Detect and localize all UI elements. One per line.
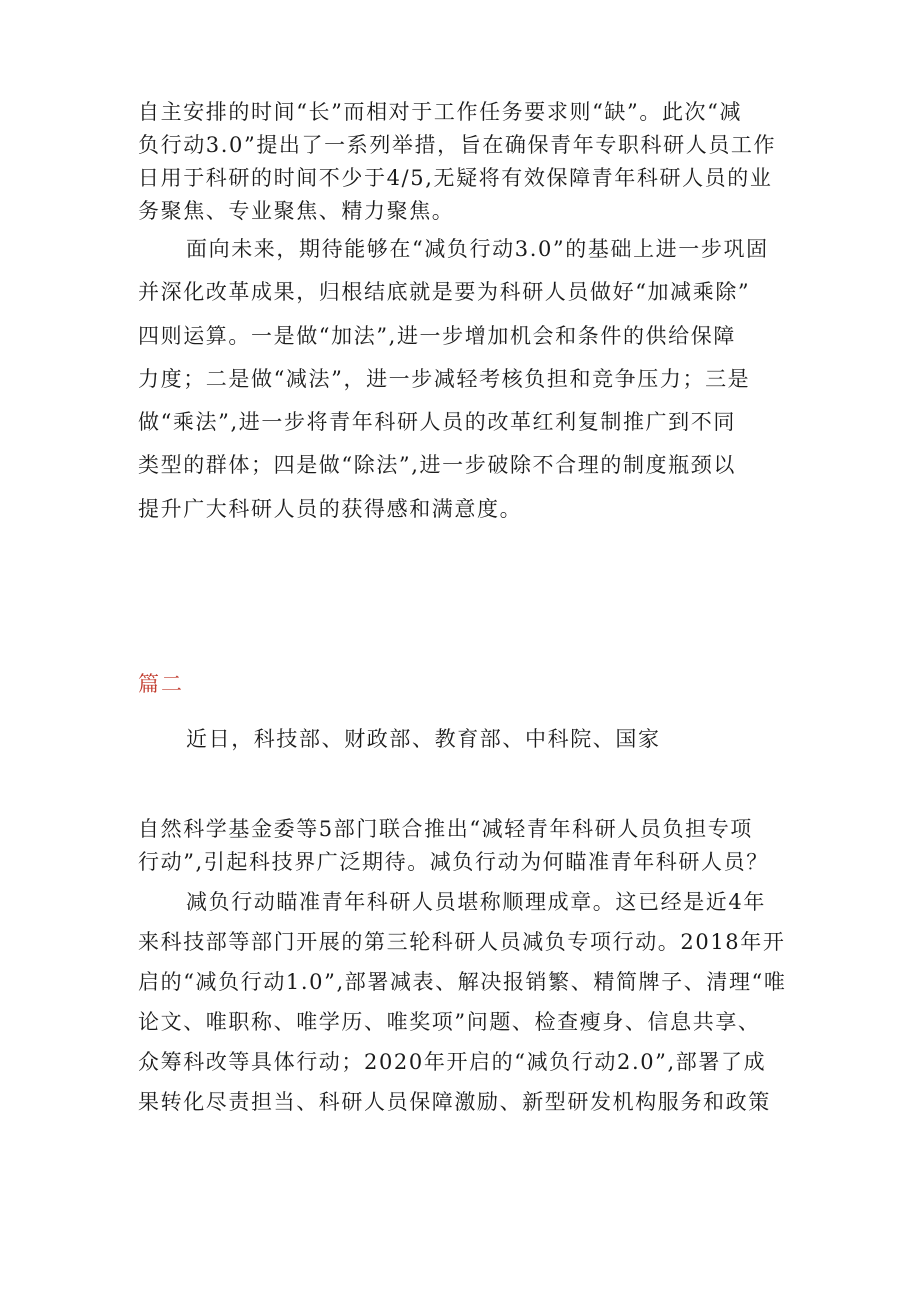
text-line: 论文、唯职称、唯学历、唯奖项”问题、检查瘦身、信息共享、 xyxy=(138,1010,761,1034)
text-line: 启的“减负行动1.0”,部署减表、解决报销繁、精简牌子、清理“唯 xyxy=(138,970,786,994)
text-line: 众筹科改等具体行动；2020年开启的“减负行动2.0”,部署了成 xyxy=(138,1050,767,1074)
text-line: 减负行动瞄准青年科研人员堪称顺理成章。这已经是近4年 xyxy=(186,890,766,914)
text-line: 力度；二是做“减法”，进一步减轻考核负担和竞争压力；三是 xyxy=(138,366,751,391)
text-line: 自主安排的时间“长”而相对于工作任务要求则“缺”。此次“减 xyxy=(138,100,743,124)
text-line: 做“乘法”,进一步将青年科研人员的改革红利复制推广到不同 xyxy=(138,410,736,435)
text-line: 日用于科研的时间不少于4/5,无疑将有效保障青年科研人员的业 xyxy=(138,166,773,190)
paragraph-4 xyxy=(138,813,786,879)
text-line: 果转化尽责担当、科研人员保障激励、新型研发机构服务和政策 xyxy=(138,1090,771,1114)
text-line: 务聚焦、专业聚焦、精力聚焦。 xyxy=(138,199,455,223)
text-line: 自然科学基金委等5部门联合推出“减轻青年科研人员负担专项 xyxy=(138,817,753,841)
text-line: 来科技部等部门开展的第三轮科研人员减负专项行动。2018年开 xyxy=(138,930,786,954)
paragraph-2 xyxy=(138,228,786,531)
paragraph-3 xyxy=(138,718,786,761)
text-line: 面向未来，期待能够在“减负行动3.0”的基础上进一步巩固 xyxy=(186,237,769,261)
section-heading: 篇二 xyxy=(138,672,184,696)
text-line: 负行动3.0”提出了一系列举措，旨在确保青年专职科研人员工作 xyxy=(138,133,777,157)
text-line: 四则运算。一是做“加法”,进一步增加机会和条件的供给保障 xyxy=(138,323,736,348)
text-line: 并深化改革成果，归根结底就是要为科研人员做好“加减乘除” xyxy=(138,280,751,305)
text-line: 近日，科技部、财政部、教育部、中科院、国家 xyxy=(186,727,661,751)
text-line: 提升广大科研人员的获得感和满意度。 xyxy=(138,496,523,521)
paragraph-1 xyxy=(138,96,786,228)
text-line: 行动”,引起科技界广泛期待。减负行动为何瞄准青年科研人员？ xyxy=(138,850,769,874)
paragraph-5 xyxy=(138,882,786,1122)
text-line: 类型的群体；四是做“除法”,进一步破除不合理的制度瓶颈以 xyxy=(138,453,736,478)
